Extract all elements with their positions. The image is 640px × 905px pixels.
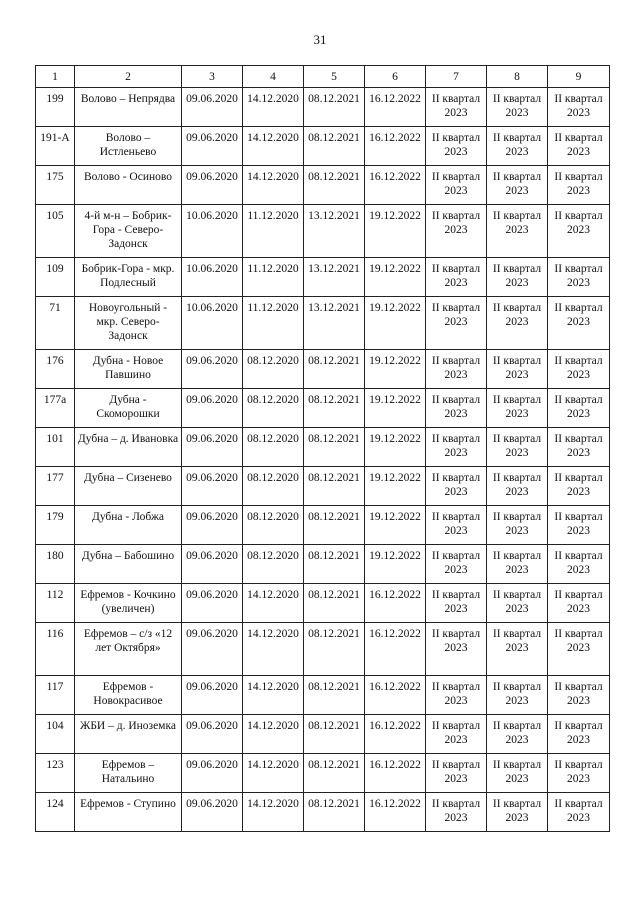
- table-row: [36, 127, 610, 166]
- quarter-cell: II квартал 2023: [487, 88, 548, 127]
- quarter-cell: II квартал 2023: [426, 389, 487, 428]
- route-name-cell: Дубна – Бабошино: [75, 545, 182, 584]
- route-name-cell: Ефремов - Кочкино (увеличен): [75, 584, 182, 623]
- table-row: [36, 754, 610, 793]
- date-cell: 08.12.2021: [304, 506, 365, 545]
- date-cell: 09.06.2020: [182, 506, 243, 545]
- route-name-cell: Дубна - Новое Павшино: [75, 350, 182, 389]
- quarter-cell: II квартал 2023: [548, 258, 610, 297]
- header-cell: 4: [243, 66, 304, 88]
- date-cell: 10.06.2020: [182, 205, 243, 258]
- quarter-cell: II квартал 2023: [487, 127, 548, 166]
- quarter-cell: II квартал 2023: [426, 623, 487, 676]
- quarter-cell: II квартал 2023: [426, 127, 487, 166]
- date-cell: 16.12.2022: [365, 127, 426, 166]
- date-cell: 09.06.2020: [182, 584, 243, 623]
- quarter-cell: II квартал 2023: [426, 754, 487, 793]
- date-cell: 19.12.2022: [365, 545, 426, 584]
- route-name-cell: Бобрик-Гора - мкр. Подлесный: [75, 258, 182, 297]
- quarter-cell: II квартал 2023: [548, 623, 610, 676]
- date-cell: 14.12.2020: [243, 166, 304, 205]
- quarter-cell: II квартал 2023: [487, 297, 548, 350]
- date-cell: 08.12.2021: [304, 793, 365, 832]
- date-cell: 09.06.2020: [182, 428, 243, 467]
- quarter-cell: II квартал 2023: [548, 467, 610, 506]
- route-name-cell: Волово – Непрядва: [75, 88, 182, 127]
- date-cell: 13.12.2021: [304, 258, 365, 297]
- quarter-cell: II квартал 2023: [487, 428, 548, 467]
- table-row: [36, 166, 610, 205]
- date-cell: 09.06.2020: [182, 676, 243, 715]
- route-name-cell: Дубна – Сизенево: [75, 467, 182, 506]
- date-cell: 09.06.2020: [182, 715, 243, 754]
- date-cell: 14.12.2020: [243, 88, 304, 127]
- quarter-cell: II квартал 2023: [487, 467, 548, 506]
- quarter-cell: II квартал 2023: [548, 545, 610, 584]
- route-number-cell: 175: [36, 166, 75, 205]
- header-cell: 5: [304, 66, 365, 88]
- date-cell: 19.12.2022: [365, 428, 426, 467]
- header-cell: 9: [548, 66, 610, 88]
- date-cell: 08.12.2021: [304, 428, 365, 467]
- quarter-cell: II квартал 2023: [487, 793, 548, 832]
- table-row: [36, 584, 610, 623]
- route-number-cell: 71: [36, 297, 75, 350]
- date-cell: 09.06.2020: [182, 793, 243, 832]
- quarter-cell: II квартал 2023: [487, 205, 548, 258]
- quarter-cell: II квартал 2023: [548, 297, 610, 350]
- date-cell: 13.12.2021: [304, 297, 365, 350]
- quarter-cell: II квартал 2023: [487, 715, 548, 754]
- date-cell: 08.12.2021: [304, 350, 365, 389]
- date-cell: 09.06.2020: [182, 467, 243, 506]
- table-row: [36, 88, 610, 127]
- quarter-cell: II квартал 2023: [487, 676, 548, 715]
- quarter-cell: II квартал 2023: [426, 297, 487, 350]
- date-cell: 08.12.2021: [304, 584, 365, 623]
- date-cell: 09.06.2020: [182, 127, 243, 166]
- table-row: [36, 793, 610, 832]
- route-number-cell: 179: [36, 506, 75, 545]
- quarter-cell: II квартал 2023: [548, 205, 610, 258]
- route-name-cell: 4-й м-н – Бобрик-Гора - Северо-Задонск: [75, 205, 182, 258]
- quarter-cell: II квартал 2023: [548, 127, 610, 166]
- quarter-cell: II квартал 2023: [426, 88, 487, 127]
- date-cell: 14.12.2020: [243, 127, 304, 166]
- quarter-cell: II квартал 2023: [548, 350, 610, 389]
- quarter-cell: II квартал 2023: [548, 584, 610, 623]
- header-cell: 1: [36, 66, 75, 88]
- route-name-cell: Ефремов – с/з «12 лет Октября»: [75, 623, 182, 676]
- date-cell: 08.12.2021: [304, 389, 365, 428]
- route-number-cell: 117: [36, 676, 75, 715]
- route-number-cell: 177: [36, 467, 75, 506]
- quarter-cell: II квартал 2023: [487, 545, 548, 584]
- route-name-cell: Волово – Истленьево: [75, 127, 182, 166]
- table-row: [36, 297, 610, 350]
- quarter-cell: II квартал 2023: [487, 166, 548, 205]
- route-number-cell: 105: [36, 205, 75, 258]
- quarter-cell: II квартал 2023: [426, 467, 487, 506]
- quarter-cell: II квартал 2023: [548, 88, 610, 127]
- table-body: [36, 66, 610, 832]
- date-cell: 08.12.2021: [304, 715, 365, 754]
- date-cell: 16.12.2022: [365, 793, 426, 832]
- route-name-cell: Новоугольный - мкр. Северо-Задонск: [75, 297, 182, 350]
- date-cell: 09.06.2020: [182, 545, 243, 584]
- quarter-cell: II квартал 2023: [426, 258, 487, 297]
- date-cell: 08.12.2021: [304, 166, 365, 205]
- date-cell: 08.12.2020: [243, 545, 304, 584]
- quarter-cell: II квартал 2023: [548, 676, 610, 715]
- table-row: [36, 715, 610, 754]
- quarter-cell: II квартал 2023: [487, 584, 548, 623]
- date-cell: 19.12.2022: [365, 467, 426, 506]
- date-cell: 19.12.2022: [365, 389, 426, 428]
- date-cell: 14.12.2020: [243, 676, 304, 715]
- table-row: [36, 467, 610, 506]
- page-number: 31: [313, 32, 327, 47]
- quarter-cell: II квартал 2023: [548, 428, 610, 467]
- date-cell: 09.06.2020: [182, 166, 243, 205]
- date-cell: 10.06.2020: [182, 297, 243, 350]
- date-cell: 16.12.2022: [365, 754, 426, 793]
- quarter-cell: II квартал 2023: [426, 205, 487, 258]
- date-cell: 14.12.2020: [243, 584, 304, 623]
- quarter-cell: II квартал 2023: [426, 350, 487, 389]
- date-cell: 08.12.2020: [243, 350, 304, 389]
- date-cell: 09.06.2020: [182, 350, 243, 389]
- date-cell: 09.06.2020: [182, 754, 243, 793]
- date-cell: 16.12.2022: [365, 623, 426, 676]
- date-cell: 16.12.2022: [365, 676, 426, 715]
- date-cell: 16.12.2022: [365, 715, 426, 754]
- date-cell: 08.12.2020: [243, 389, 304, 428]
- date-cell: 19.12.2022: [365, 258, 426, 297]
- date-cell: 19.12.2022: [365, 205, 426, 258]
- quarter-cell: II квартал 2023: [548, 389, 610, 428]
- date-cell: 19.12.2022: [365, 350, 426, 389]
- date-cell: 19.12.2022: [365, 506, 426, 545]
- table-row: [36, 428, 610, 467]
- route-name-cell: Дубна - Лобжа: [75, 506, 182, 545]
- date-cell: 14.12.2020: [243, 715, 304, 754]
- date-cell: 14.12.2020: [243, 623, 304, 676]
- quarter-cell: II квартал 2023: [548, 506, 610, 545]
- quarter-cell: II квартал 2023: [548, 715, 610, 754]
- header-cell: 2: [75, 66, 182, 88]
- quarter-cell: II квартал 2023: [426, 166, 487, 205]
- quarter-cell: II квартал 2023: [548, 754, 610, 793]
- date-cell: 08.12.2021: [304, 127, 365, 166]
- date-cell: 08.12.2021: [304, 88, 365, 127]
- table-row: [36, 389, 610, 428]
- date-cell: 11.12.2020: [243, 205, 304, 258]
- header-cell: 8: [487, 66, 548, 88]
- date-cell: 08.12.2020: [243, 467, 304, 506]
- quarter-cell: II квартал 2023: [426, 545, 487, 584]
- route-number-cell: 176: [36, 350, 75, 389]
- route-name-cell: ЖБИ – д. Иноземка: [75, 715, 182, 754]
- route-name-cell: Ефремов - Ступино: [75, 793, 182, 832]
- route-name-cell: Ефремов - Новокрасивое: [75, 676, 182, 715]
- route-name-cell: Дубна - Скоморошки: [75, 389, 182, 428]
- date-cell: 09.06.2020: [182, 88, 243, 127]
- schedule-table: [35, 65, 610, 832]
- quarter-cell: II квартал 2023: [426, 428, 487, 467]
- quarter-cell: II квартал 2023: [487, 258, 548, 297]
- route-number-cell: 109: [36, 258, 75, 297]
- quarter-cell: II квартал 2023: [487, 623, 548, 676]
- quarter-cell: II квартал 2023: [548, 793, 610, 832]
- header-cell: 6: [365, 66, 426, 88]
- table-row: [36, 506, 610, 545]
- date-cell: 19.12.2022: [365, 297, 426, 350]
- quarter-cell: II квартал 2023: [426, 584, 487, 623]
- route-number-cell: 123: [36, 754, 75, 793]
- table-row: [36, 258, 610, 297]
- date-cell: 09.06.2020: [182, 389, 243, 428]
- route-name-cell: Волово - Осиново: [75, 166, 182, 205]
- route-number-cell: 104: [36, 715, 75, 754]
- route-number-cell: 199: [36, 88, 75, 127]
- route-name-cell: Ефремов – Натальино: [75, 754, 182, 793]
- date-cell: 13.12.2021: [304, 205, 365, 258]
- date-cell: 14.12.2020: [243, 754, 304, 793]
- quarter-cell: II квартал 2023: [487, 389, 548, 428]
- date-cell: 08.12.2021: [304, 623, 365, 676]
- date-cell: 08.12.2021: [304, 754, 365, 793]
- header-cell: 3: [182, 66, 243, 88]
- route-number-cell: 191-А: [36, 127, 75, 166]
- date-cell: 08.12.2020: [243, 506, 304, 545]
- quarter-cell: II квартал 2023: [426, 676, 487, 715]
- date-cell: 08.12.2020: [243, 428, 304, 467]
- route-name-cell: Дубна – д. Ивановка: [75, 428, 182, 467]
- route-number-cell: 124: [36, 793, 75, 832]
- date-cell: 11.12.2020: [243, 297, 304, 350]
- table-row: [36, 350, 610, 389]
- quarter-cell: II квартал 2023: [487, 754, 548, 793]
- table-header-row: [36, 66, 610, 88]
- route-number-cell: 116: [36, 623, 75, 676]
- date-cell: 14.12.2020: [243, 793, 304, 832]
- table-row: [36, 623, 610, 676]
- route-number-cell: 112: [36, 584, 75, 623]
- route-number-cell: 101: [36, 428, 75, 467]
- date-cell: 08.12.2021: [304, 676, 365, 715]
- route-number-cell: 180: [36, 545, 75, 584]
- quarter-cell: II квартал 2023: [426, 715, 487, 754]
- date-cell: 16.12.2022: [365, 88, 426, 127]
- date-cell: 11.12.2020: [243, 258, 304, 297]
- quarter-cell: II квартал 2023: [426, 506, 487, 545]
- quarter-cell: II квартал 2023: [487, 350, 548, 389]
- date-cell: 10.06.2020: [182, 258, 243, 297]
- date-cell: 16.12.2022: [365, 584, 426, 623]
- route-number-cell: 177а: [36, 389, 75, 428]
- table-row: [36, 676, 610, 715]
- header-cell: 7: [426, 66, 487, 88]
- date-cell: 08.12.2021: [304, 545, 365, 584]
- table-row: [36, 545, 610, 584]
- date-cell: 16.12.2022: [365, 166, 426, 205]
- date-cell: 08.12.2021: [304, 467, 365, 506]
- quarter-cell: II квартал 2023: [548, 166, 610, 205]
- table-row: [36, 205, 610, 258]
- date-cell: 09.06.2020: [182, 623, 243, 676]
- quarter-cell: II квартал 2023: [426, 793, 487, 832]
- quarter-cell: II квартал 2023: [487, 506, 548, 545]
